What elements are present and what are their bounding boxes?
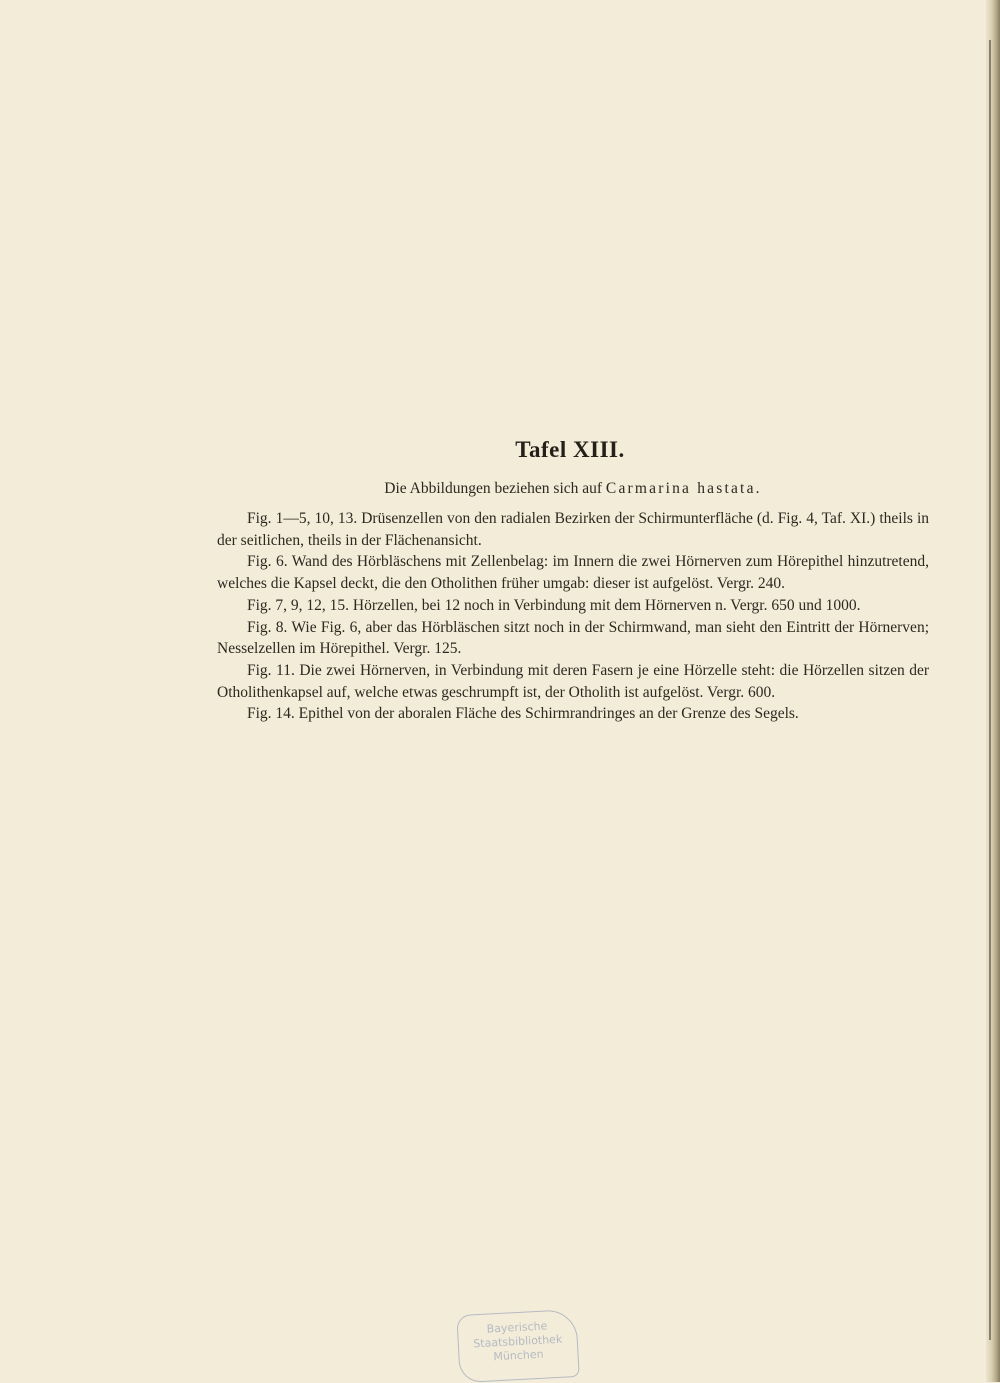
legend-paragraph-fig-14: Fig. 14. Epithel von der aboralen Fläche des Schirmrandringes an der Grenze des Segels. [247,705,799,723]
species-name: Carmarina hastata. [605,480,762,497]
legend-paragraph-fig-8: Fig. 8. Wie Fig. 6, aber das Hörbläschen sitzt noch in der Schirmwand, man sieht den Eintritt der Hörnerven; Nesselzellen im Hörepithel. Vergr. 125. [217,618,929,658]
library-stamp [456,1309,579,1383]
stamp-line-1: Bayerische [486,1319,548,1336]
subtitle-prefix: Die Abbildungen beziehen sich auf [384,480,606,497]
legend-paragraph-fig-6: Fig. 6. Wand des Hörbläschens mit Zellenbelag: im Innern die zwei Hörnerven zum Hörepithel hinzutretend, welches die Kapsel deckt, die den Otholithen früher umgab: dieser ist aufgelöst. Vergr. 240. [217,553,929,593]
legend-paragraph-fig-7-9-12-15: Fig. 7, 9, 12, 15. Hörzellen, bei 12 noch in Verbindung mit dem Hörnerven n. Vergr. 650 und 1000. [247,596,861,614]
legend-paragraph-fig-1-5-10-13: Fig. 1—5, 10, 13. Drüsenzellen von den radialen Bezirken der Schirmunterfläche (d. Fig. 4, Taf. XI.) theils in der seitlichen, theils in der Flächenansicht. [217,510,929,549]
stamp-line-3: München [493,1347,544,1364]
figure-legend [217,508,929,725]
page-binding-line [989,40,991,1340]
stamp-line-2: Staatsbibliothek [472,1332,563,1351]
plate-subtitle [217,480,929,498]
plate-title: Tafel XIII. [515,437,625,462]
legend-paragraph-fig-11: Fig. 11. Die zwei Hörnerven, in Verbindung mit deren Fasern je eine Hörzelle steht: die Hörzellen sitzen der Otholithenkapsel auf, welche etwas geschrumpft ist, der Otholith ist aufgelöst. Vergr. 600. [217,661,929,701]
